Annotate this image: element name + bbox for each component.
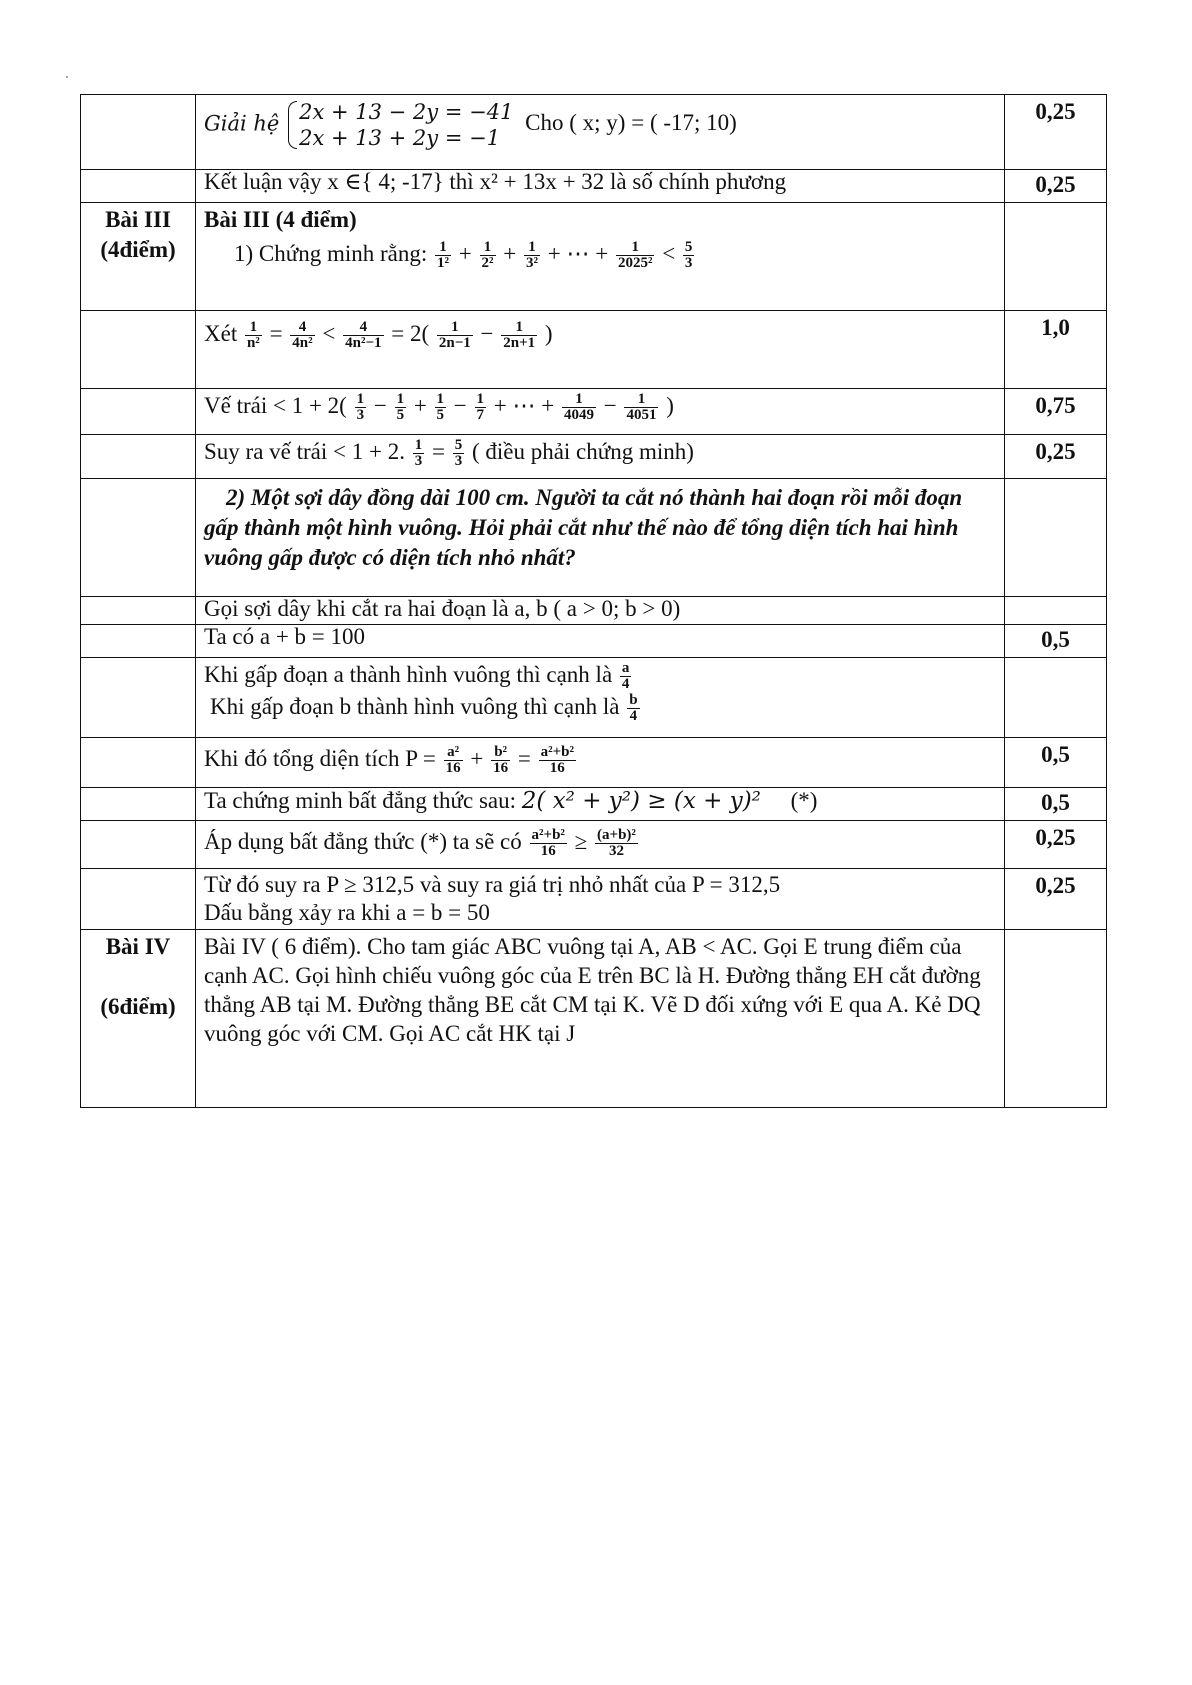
fraction	[453, 438, 465, 469]
content-cell	[196, 869, 1005, 930]
section-cell	[81, 170, 196, 203]
section-cell	[81, 597, 196, 625]
table-row	[81, 788, 1107, 821]
fraction	[355, 392, 367, 423]
fraction-denominator: 16	[540, 843, 556, 860]
geq-sign: ≥	[574, 829, 588, 854]
fraction-numerator: a	[621, 660, 630, 677]
problem-4-statement: Bài IV ( 6 điểm). Cho tam giác ABC vuông tại A, AB < AC. Gọi E trung điểm của cạnh AC. Gọi hình chiếu vuông góc của E trên BC là H. Đường thẳng EH cắt đường thẳng AB tại M. Đường thẳng BE cắt CM tại K. Vẽ D đối xứng với E qua A. Kẻ DQ vuông góc với CM. Gọi AC cắt HK tại J	[196, 930, 1005, 1108]
table-row	[81, 389, 1107, 435]
close-paren: )	[666, 393, 674, 418]
conclusion-text: Kết luận vậy x ∈{ 4; -17} thì x² + 13x + 32 là số chính phương	[196, 170, 1005, 203]
equals-two: = 2(	[391, 321, 430, 346]
close-paren: )	[544, 321, 553, 346]
content-cell	[196, 821, 1005, 869]
table-row	[81, 170, 1107, 203]
consider-label: Xét	[204, 321, 238, 346]
fraction-denominator: 3	[414, 453, 423, 470]
score-cell	[1005, 930, 1107, 1108]
score-cell: 0,25	[1005, 435, 1107, 479]
inequality-label: Ta chứng minh bất đẳng thức sau:	[204, 788, 517, 813]
section-title: Bài III	[105, 207, 171, 232]
section-cell	[81, 435, 196, 479]
score-cell: 0,75	[1005, 389, 1107, 435]
fraction-numerator: (a+b)²	[597, 827, 636, 844]
score-cell: 0,5	[1005, 625, 1107, 658]
content-cell: Khi đó tổng diện tích P = $\frac{\text{a²}}{16}$ + $\frac{\text{b²}}{16}$ = $\frac{\text{a²+b²}}{16}$	[196, 738, 1005, 788]
side-a-text: Khi gấp đoạn a thành hình vuông thì cạnh là	[204, 662, 613, 687]
side-a-line	[204, 660, 996, 692]
fraction	[683, 240, 695, 271]
fraction-denominator: 5	[396, 407, 405, 424]
equation-1: 2x + 13 − 2y = −41	[299, 100, 514, 124]
fraction	[562, 392, 596, 423]
content-cell	[196, 788, 1005, 821]
fraction-denominator: 4	[621, 676, 630, 693]
fraction-numerator: 1	[396, 391, 405, 408]
score-cell: 1,0	[1005, 311, 1107, 389]
fraction-numerator: 1	[437, 320, 473, 336]
fraction-denominator: 32	[608, 843, 624, 860]
fraction	[620, 661, 632, 692]
fraction	[627, 693, 639, 724]
fraction	[290, 320, 314, 351]
fraction	[343, 320, 383, 351]
content-cell	[196, 658, 1005, 738]
fraction-denominator: 4051	[626, 407, 657, 424]
setup-text: Gọi sợi dây khi cắt ra hai đoạn là a, b ( a > 0; b > 0)	[196, 597, 1005, 625]
section-cell	[81, 821, 196, 869]
fraction-denominator: 16	[549, 760, 565, 777]
fraction-numerator: 5	[684, 239, 693, 256]
fraction-numerator: 1	[624, 392, 658, 408]
section-cell	[81, 788, 196, 821]
solve-label: Giải hệ	[204, 111, 280, 136]
fraction-denominator: 4049	[563, 407, 594, 424]
problem-2-statement: 2) Một sợi dây đồng dài 100 cm. Người ta cắt nó thành hai đoạn rồi mỗi đoạn gấp thành một hình vuông. Hỏi phải cắt như thế nào để tổng diện tích hai hình vuông gấp được có diện tích nhỏ nhất?	[196, 479, 1005, 597]
score-cell	[1005, 658, 1107, 738]
section-cell	[81, 203, 196, 311]
score-cell: 0,25	[1005, 170, 1107, 203]
section-cell	[81, 95, 196, 170]
question-1-text: 1) Chứng minh rằng:	[234, 241, 428, 266]
fraction-numerator: 4	[343, 320, 383, 336]
section-cell	[81, 930, 196, 1108]
fraction-numerator: 1	[436, 391, 445, 408]
fraction-denominator: 16	[445, 760, 461, 777]
fraction	[530, 828, 567, 859]
fraction	[413, 438, 425, 469]
table-row	[81, 203, 1107, 311]
fraction-numerator: 1	[356, 391, 365, 408]
table-row	[81, 479, 1107, 597]
score-cell: 0,25	[1005, 95, 1107, 170]
fraction-denominator: 7	[476, 407, 485, 424]
fraction-numerator: 5	[454, 437, 463, 454]
fraction-numerator: 1	[480, 240, 496, 256]
fraction-denominator: 3	[356, 407, 365, 424]
fraction	[624, 392, 658, 423]
table-row	[81, 821, 1107, 869]
fraction-numerator: 1	[501, 320, 537, 336]
side-b-line	[204, 692, 996, 724]
side-b-text: Khi gấp đoạn b thành hình vuông thì cạnh là	[210, 694, 620, 720]
equation-system	[285, 99, 513, 151]
fraction-denominator: 3	[684, 255, 693, 272]
fraction-numerator: a²	[444, 745, 463, 761]
section-cell	[81, 738, 196, 788]
problem-title: Bài III (4 điểm)	[204, 207, 357, 232]
fraction-denominator: 2n+1	[503, 335, 536, 352]
fraction	[616, 240, 655, 271]
table-row	[81, 311, 1107, 389]
fraction-numerator: 1	[245, 320, 262, 336]
fraction-numerator: 1	[562, 392, 596, 408]
less-than: <	[662, 241, 676, 266]
section-cell	[81, 658, 196, 738]
score-cell: 0,5	[1005, 788, 1107, 821]
table-row	[81, 95, 1107, 170]
fraction	[437, 320, 473, 351]
table-row	[81, 869, 1107, 930]
question-1: 1) Chứng minh rằng: $\frac{1}{\text{1²}}$ + $\frac{1}{\text{2²}}$ + $\frac{1}{\text{3²}}$ + ⋯ + $\frac{1}{\text{2025²}}$ < $\frac{5}{3}$	[234, 239, 693, 272]
equation-2: 2x + 13 + 2y = −1	[299, 126, 501, 150]
section-points: (6điểm)	[100, 994, 176, 1019]
fraction	[475, 392, 487, 423]
fraction-denominator: 4n²	[292, 335, 313, 352]
fraction	[539, 745, 576, 776]
table-row	[81, 930, 1107, 1108]
fraction	[444, 745, 463, 776]
fraction-denominator: 2²	[481, 255, 494, 272]
table-row	[81, 597, 1107, 625]
ellipsis-sum: + ⋯ +	[493, 393, 555, 418]
fraction-numerator: b	[629, 692, 638, 709]
fraction-numerator: 1	[524, 240, 540, 256]
table-row	[81, 625, 1107, 658]
fraction-numerator: 1	[414, 437, 423, 454]
equals-sign: =	[431, 439, 445, 464]
table-row	[81, 738, 1107, 788]
apply-label: Áp dụng bất đẳng thức (*) ta sẽ có	[204, 829, 522, 854]
fraction	[524, 240, 540, 271]
content-cell	[196, 95, 1005, 170]
ellipsis-sum: + ⋯ +	[547, 241, 609, 266]
fraction-denominator: n²	[246, 335, 260, 352]
table-row	[81, 658, 1107, 738]
sum-text: Ta có a + b = 100	[196, 625, 1005, 658]
scan-speck	[66, 76, 68, 78]
inequality-expr: 2( x² + y²) ≥ (x + y)²	[521, 788, 761, 814]
fraction-denominator: 16	[493, 760, 509, 777]
fraction-denominator: 3	[454, 453, 463, 470]
score-cell: 0,25	[1005, 821, 1107, 869]
fraction-denominator: 4	[629, 708, 638, 725]
content-cell	[196, 203, 1005, 311]
solution-text: Cho ( x; y) = ( -17; 10)	[525, 110, 737, 136]
table-row	[81, 435, 1107, 479]
score-cell	[1005, 597, 1107, 625]
fraction-denominator: 1²	[437, 255, 450, 272]
section-cell	[81, 625, 196, 658]
fraction-numerator: 1	[476, 391, 485, 408]
fraction	[435, 240, 451, 271]
fraction-numerator: b²	[491, 745, 510, 761]
content-cell: Vế trái < 1 + 2( $\frac{1}{3}$ − $\frac{1}{5}$ + $\frac{1}{5}$ − $\frac{1}{7}$ + ⋯ + $\frac{1}{4049}$ − $\frac{1}{4051}$ )	[196, 389, 1005, 435]
fraction	[435, 392, 447, 423]
equality-case-text: Dấu bằng xảy ra khi a = b = 50	[204, 900, 490, 925]
fraction-denominator: 5	[436, 407, 445, 424]
left-side-label: Vế trái < 1 + 2(	[204, 393, 347, 418]
fraction-numerator: a²+b²	[540, 744, 574, 761]
deduce-label: Suy ra vế trái < 1 + 2.	[204, 439, 405, 464]
fraction-numerator: a²+b²	[531, 827, 565, 844]
proof-note: ( điều phải chứng minh)	[471, 439, 694, 464]
fraction	[491, 745, 510, 776]
section-cell	[81, 389, 196, 435]
score-cell: 0,25	[1005, 869, 1107, 930]
fraction	[480, 240, 496, 271]
fraction	[501, 320, 537, 351]
fraction-denominator: 2n−1	[438, 335, 471, 352]
score-cell	[1005, 479, 1107, 597]
fraction-denominator: 4n²−1	[345, 335, 382, 352]
fraction	[395, 392, 407, 423]
content-cell: Xét $\frac{1}{\text{n²}}$ = $\frac{4}{\text{4n²}}$ < $\frac{4}{\text{4n²−1}}$ = 2( $\frac{1}{2n-1}$ − $\frac{1}{2n+1}$ )	[196, 311, 1005, 389]
grading-table	[80, 94, 1107, 1108]
fraction-numerator: 4	[290, 320, 314, 336]
section-cell	[81, 869, 196, 930]
fraction	[595, 828, 638, 859]
section-title: Bài IV	[105, 934, 171, 959]
fraction-denominator: 3²	[525, 255, 538, 272]
score-cell	[1005, 203, 1107, 311]
score-cell: 0,5	[1005, 738, 1107, 788]
section-points: (4điểm)	[100, 237, 176, 262]
fraction-numerator: 1	[616, 240, 655, 256]
content-cell	[196, 435, 1005, 479]
area-label: Khi đó tổng diện tích P =	[204, 746, 436, 771]
section-cell	[81, 311, 196, 389]
section-cell	[81, 479, 196, 597]
min-value-text: Từ đó suy ra P ≥ 312,5 và suy ra giá trị nhỏ nhất của P = 312,5	[204, 872, 781, 897]
inequality-tag: (*)	[790, 788, 818, 813]
fraction-numerator: 1	[435, 240, 451, 256]
fraction-denominator: 2025²	[617, 255, 653, 272]
fraction	[245, 320, 262, 351]
